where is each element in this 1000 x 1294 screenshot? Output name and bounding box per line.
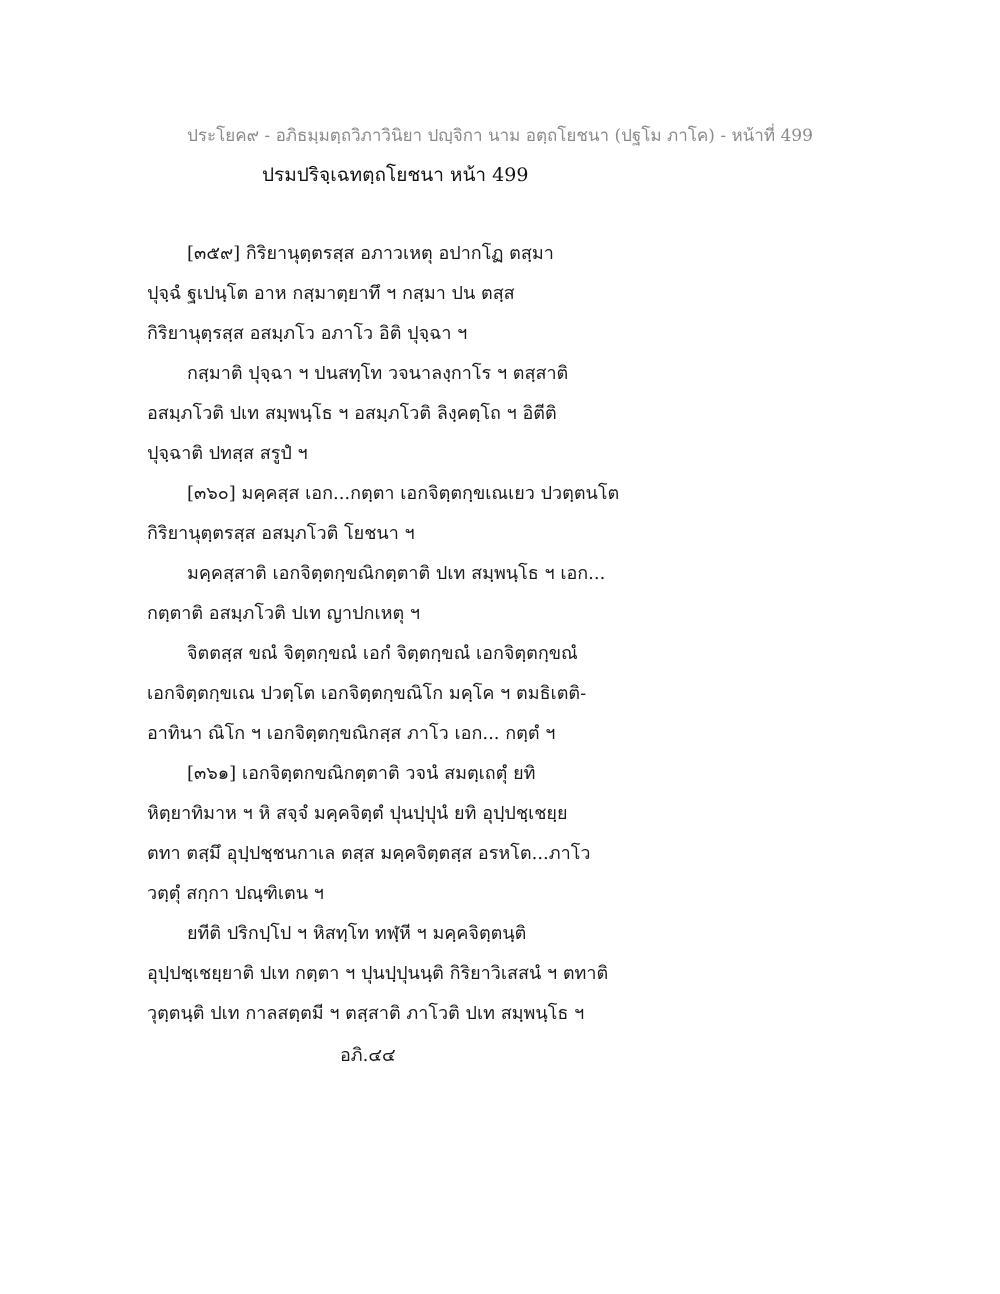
body-line: อาทินา ณิโก ฯ เอกจิตฺตกฺขณิกสฺส ภาโว เอก... กตฺตํ ฯ	[147, 723, 556, 744]
body-line: กิริยานุตฺรสฺส อสมฺภโว อภาโว อิติ ปุจฺฉา ฯ	[147, 323, 468, 344]
body-line: กิริยานุตฺตรสฺส อสมฺภโวติ โยชนา ฯ	[147, 523, 415, 544]
body-line: ตทา ตสฺมึ อุปฺปชฺชนกาเล ตสฺส มคฺคจิตฺตสฺส อรหโต...ภาโว	[147, 843, 591, 864]
body-line: จิตตสฺส ขณํ จิตฺตกฺขณํ เอกํ จิตฺตกฺขณํ เอกจิตฺตกฺขณํ	[187, 643, 578, 664]
body-line: อสมฺภโวติ ปเท สมฺพนฺโธ ฯ อสมฺภโวติ ลิงฺคตฺโถ ฯ อิตีติ	[147, 403, 557, 424]
body-line: [๓๖๑] เอกจิตฺตกขณิกตฺตาติ วจนํ สมตฺเถตุํ ยทิ	[187, 763, 536, 784]
body-line: ปุจฺฉํ ฐเปนฺโต อาห กสฺมาตฺยาทึ ฯ กสฺมา ปน ตสฺส	[147, 283, 515, 304]
body-line: ปุจฺฉาติ ปทสฺส สรูปํ ฯ	[147, 443, 308, 464]
body-line: ยทีติ ปริกปฺโป ฯ หิสทฺโท ทฬฺหี ฯ มคฺคจิตฺตนฺติ	[187, 923, 527, 944]
body-line: กตฺตาติ อสมฺภโวติ ปเท ญาปกเหตุ ฯ	[147, 603, 420, 624]
body-line: อุปฺปชฺเชยฺยาติ ปเท กตฺตา ฯ ปุนปฺปุนนฺติ กิริยาวิเสสนํ ฯ ตทาติ	[147, 963, 609, 984]
body-line: กสฺมาติ ปุจฺฉา ฯ ปนสทฺโท วจนาลงฺกาโร ฯ ตสฺสาติ	[187, 363, 569, 384]
body-line: มคฺคสฺสาติ เอกจิตฺตกฺขณิกตฺตาติ ปเท สมฺพนฺโธ ฯ เอก...	[187, 563, 606, 584]
running-header: ประโยค๙ - อภิธมฺมตฺถวิภาวินิยา ปญฺจิกา นาม อตฺถโยชนา (ปฐโม ภาโค) - หน้าที่ 499	[187, 126, 813, 146]
section-heading: ปรมปริจฺเฉทตฺถโยชนา หน้า 499	[262, 164, 529, 186]
body-line: [๓๕๙] กิริยานุตฺตรสฺส อภาวเหตุ อปากโฏ ตสฺมา	[187, 243, 554, 264]
body-line: [๓๖๐] มคฺคสฺส เอก...กตฺตา เอกจิตฺตกฺขเณเยว ปวตฺตนโต	[187, 483, 620, 504]
body-line: เอกจิตฺตกฺขเณ ปวตฺโต เอกจิตฺตกฺขณิโก มคฺโค ฯ ตมธิเตติ-	[147, 683, 587, 704]
body-line: วตฺตุํ สกฺกา ปณฺฑิเตน ฯ	[147, 883, 324, 904]
page-signature-mark: อภิ.๔๔	[340, 1045, 396, 1066]
body-line: วุตฺตนฺติ ปเท กาลสตฺตมี ฯ ตสฺสาติ ภาโวติ ปเท สมฺพนฺโธ ฯ	[147, 1003, 585, 1024]
body-line: หิตฺยาทิมาห ฯ หิ สจฺจํ มคฺคจิตฺตํ ปุนปฺปุนํ ยทิ อุปฺปชฺเชยฺย	[147, 803, 568, 824]
